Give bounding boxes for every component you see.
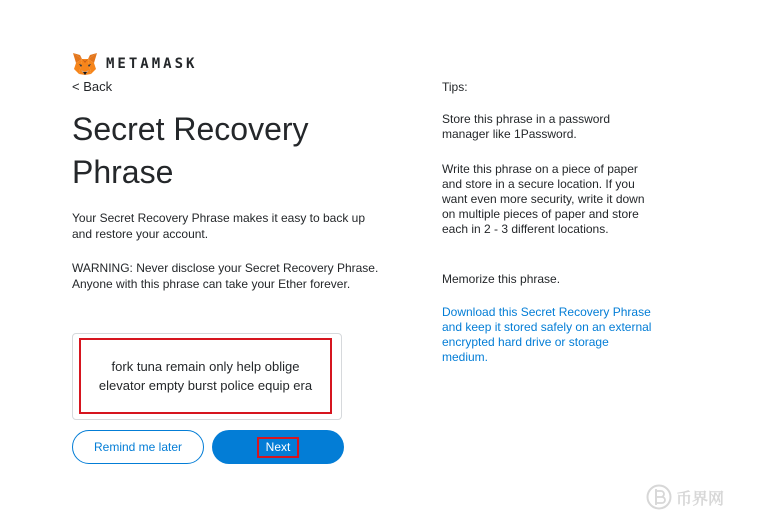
remind-me-later-button[interactable]: Remind me later bbox=[72, 430, 204, 464]
watermark-text: 币界网 bbox=[676, 490, 725, 508]
metamask-wordmark: METAMASK bbox=[106, 56, 198, 72]
watermark bbox=[646, 484, 724, 510]
secret-phrase-text: fork tuna remain only help oblige elevator empty burst police equip era bbox=[98, 359, 313, 393]
tip-memorize: Memorize this phrase. bbox=[442, 272, 561, 286]
download-phrase-link[interactable]: Download this Secret Recovery Phrase and keep it stored safely on an external encrypted hard drive or storage medium. bbox=[442, 305, 652, 364]
metamask-fox-icon bbox=[72, 52, 98, 76]
metamask-logo bbox=[72, 52, 197, 76]
tip-password-manager: Store this phrase in a password manager like 1Password. bbox=[442, 112, 611, 141]
next-button-label: Next bbox=[257, 437, 300, 458]
back-link[interactable]: < Back bbox=[72, 79, 113, 94]
page-title: Secret Recovery Phrase bbox=[72, 111, 309, 190]
tip-write-on-paper: Write this phrase on a piece of paper and store in a secure location. If you want even more security, write it down on multiple pieces of paper and store each in 2 - 3 different locations. bbox=[442, 162, 645, 236]
watermark-coin-icon bbox=[646, 484, 672, 510]
warning-text: WARNING: Never disclose your Secret Recovery Phrase. Anyone with this phrase can take your Ether forever. bbox=[72, 261, 379, 291]
phrase-highlight-frame bbox=[79, 338, 332, 414]
description-text: Your Secret Recovery Phrase makes it easy to back up and restore your account. bbox=[72, 211, 366, 241]
next-button[interactable] bbox=[212, 430, 344, 464]
tips-heading: Tips: bbox=[442, 80, 468, 94]
